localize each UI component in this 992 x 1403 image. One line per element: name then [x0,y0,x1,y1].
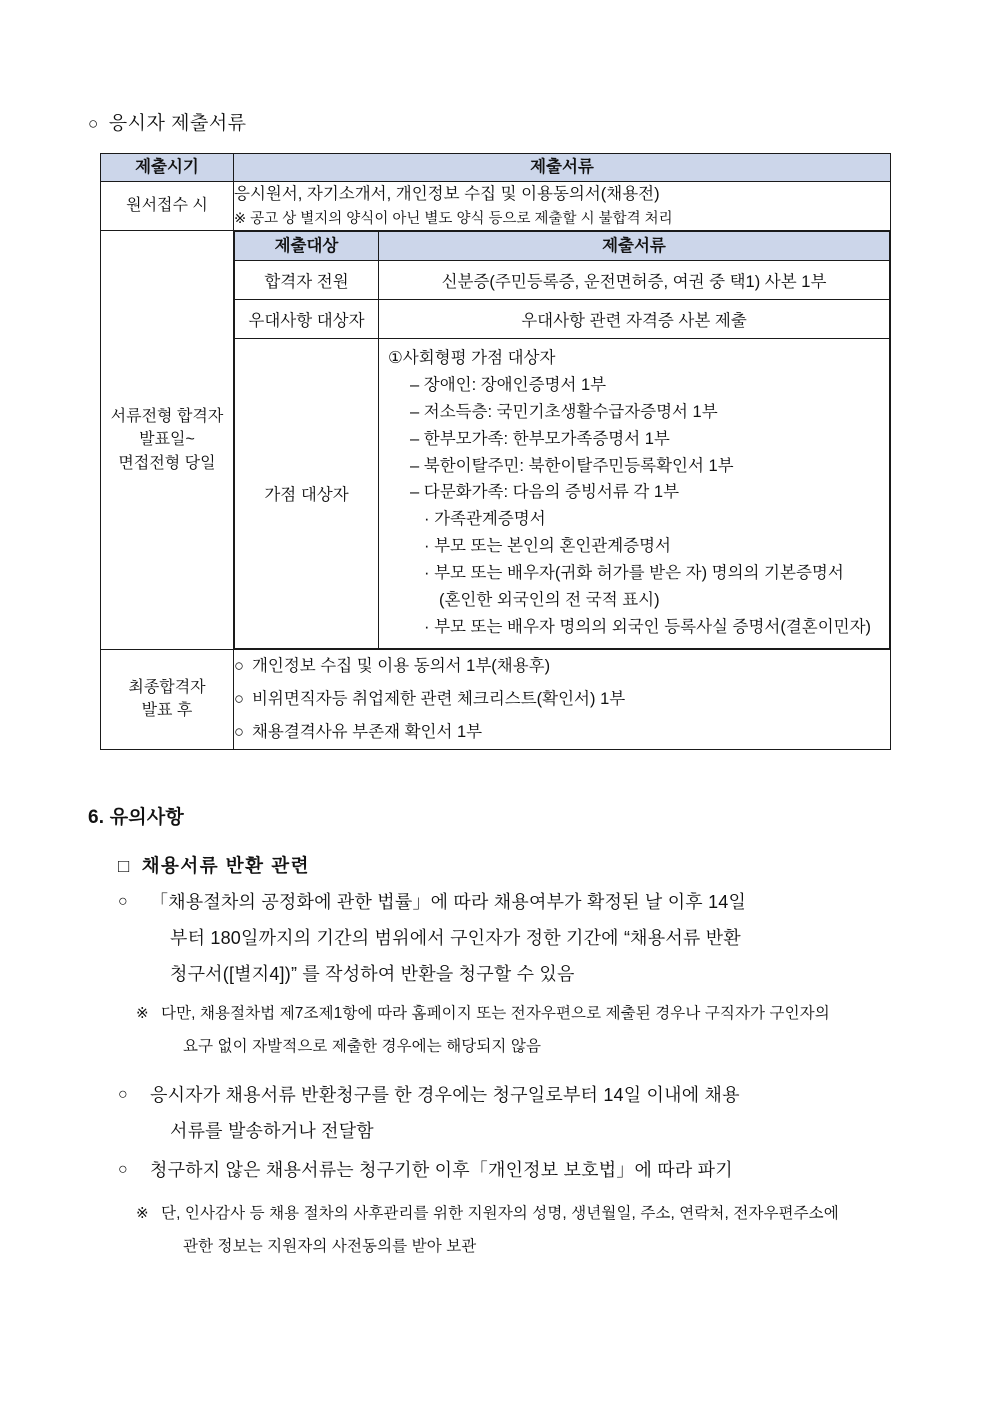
application-docs-note: ※ 공고 상 별지의 양식이 아닌 별도 양식 등으로 제출할 시 불합격 처리 [234,210,673,227]
circle-bullet-icon: ○ [118,893,128,910]
final-pass-doc-label: 비위면직자등 취업제한 관련 체크리스트(확인서) 1부 [251,689,626,708]
circle-bullet-icon: ○ [234,689,244,708]
screening-label-line1: 서류전형 합격자 [110,408,224,426]
screening-label-line2: 발표일~ [139,431,195,449]
table-row [101,182,891,231]
precaution-note-2 [136,1197,839,1263]
circle-bullet-icon: ○ [88,114,99,133]
subsection-title-document-return [118,852,310,878]
row-label-application-period: 원서접수 시 [101,182,234,231]
final-pass-doc-line [234,650,890,683]
precaution-item-3 [118,1152,733,1188]
final-label-line1: 최종합격자 [128,679,206,697]
circle-bullet-icon: ○ [118,1086,128,1103]
nested-table-row [235,339,890,649]
circle-bullet-icon: ○ [118,1161,128,1178]
submission-documents-table [100,153,891,750]
precaution-note-2-line1: 단, 인사감사 등 채용 절차의 사후관리를 위한 지원자의 성명, 생년월일, 주소, 연락처, 전자우편주소에 [161,1205,839,1222]
bonus-doc-line: – 저소득층: 국민기초생활수급자증명서 1부 [410,402,718,421]
precaution-note-2-line2: 관한 정보는 지원자의 사전동의를 받아 보관 [183,1238,477,1255]
row-content-final-pass [234,649,891,749]
final-pass-doc-line [234,716,890,749]
precaution-1-line2: 부터 180일까지의 기간의 범위에서 구인자가 정한 기간에 “채용서류 반환 [170,928,741,948]
precaution-item-1 [118,884,746,992]
nested-table-row [235,261,890,300]
precaution-1-line3: 청구서([별지4])” 를 작성하여 반환을 청구할 수 있음 [170,964,575,984]
precaution-note-1 [136,997,830,1063]
nested-target-preference: 우대사항 대상자 [235,300,379,339]
section-title-precautions: 6. 유의사항 [88,807,184,828]
nested-target-bonus-points: 가점 대상자 [235,339,379,649]
table-row [101,649,891,749]
bonus-doc-line: (혼인한 외국인의 전 국적 표시) [439,591,660,610]
table-row [101,231,891,650]
precaution-2-line2: 서류를 발송하거나 전달함 [170,1121,374,1141]
bonus-doc-line: · 부모 또는 배우자 명의의 외국인 등록사실 증명서(결혼이민자) [424,617,872,636]
reference-mark-icon: ※ [136,1205,149,1222]
nested-table-row [235,300,890,339]
square-box-icon: □ [118,855,131,876]
final-pass-doc-label: 채용결격사유 부존재 확인서 1부 [251,722,483,741]
row-label-screening-pass-period [101,231,234,650]
bonus-doc-line: · 부모 또는 본인의 혼인관계증명서 [424,537,671,556]
nested-target-all-passers: 합격자 전원 [235,261,379,300]
precaution-item-2 [118,1077,740,1149]
nested-header-row [235,232,890,261]
application-docs-line: 응시원서, 자기소개서, 개인정보 수집 및 이용동의서(채용전) [234,185,660,203]
applicant-documents-heading-label: 응시자 제출서류 [108,113,247,134]
screening-label-line3: 면접전형 당일 [118,454,216,472]
circle-bullet-icon: ○ [234,656,244,675]
final-pass-doc-line [234,683,890,716]
nested-column-header-target: 제출대상 [235,232,379,261]
nested-docs-all-passers: 신분증(주민등록증, 운전면허증, 여권 중 택1) 사본 1부 [379,261,890,300]
reference-mark-icon: ※ [136,1005,149,1022]
subsection-title-label: 채용서류 반환 관련 [141,855,310,876]
submission-target-table [234,231,890,649]
nested-docs-preference: 우대사항 관련 자격증 사본 제출 [379,300,890,339]
precaution-3-line1: 청구하지 않은 채용서류는 청구기한 이후「개인정보 보호법」에 따라 파기 [150,1160,733,1180]
bonus-doc-line: · 부모 또는 배우자(귀화 허가를 받은 자) 명의의 기본증명서 [424,564,844,583]
precaution-2-line1: 응시자가 채용서류 반환청구를 한 경우에는 청구일로부터 14일 이내에 채용 [150,1085,740,1105]
row-label-final-pass [101,649,234,749]
bonus-doc-line: – 한부모가족: 한부모가족증명서 1부 [410,429,670,448]
nested-column-header-docs: 제출서류 [379,232,890,261]
row-content-application-period [234,182,891,231]
bonus-doc-line: – 장애인: 장애인증명서 1부 [410,375,607,394]
applicant-documents-heading [88,108,247,135]
bonus-doc-line: ①사회형평 가점 대상자 [388,349,556,368]
nested-docs-bonus-points [379,339,890,649]
final-pass-doc-label: 개인정보 수집 및 이용 동의서 1부(채용후) [251,656,551,675]
precaution-1-line1: 「채용절차의 공정화에 관한 법률」에 따라 채용여부가 확정된 날 이후 14일 [150,892,747,912]
final-label-line2: 발표 후 [141,702,193,720]
precaution-note-1-line1: 다만, 채용절차법 제7조제1항에 따라 홈페이지 또는 전자우편으로 제출된 경우나 구직자가 구인자의 [161,1005,830,1022]
table-header-row [101,154,891,182]
bonus-doc-line: – 북한이탈주민: 북한이탈주민등록확인서 1부 [410,456,734,475]
column-header-submission-docs: 제출서류 [234,154,891,182]
bonus-doc-line: – 다문화가족: 다음의 증빙서류 각 1부 [410,483,680,502]
circle-bullet-icon: ○ [234,722,244,741]
nested-table-container [234,231,891,650]
column-header-submission-time: 제출시기 [101,154,234,182]
bonus-doc-line: · 가족관계증명서 [424,510,546,529]
precaution-note-1-line2: 요구 없이 자발적으로 제출한 경우에는 해당되지 않음 [183,1038,542,1055]
